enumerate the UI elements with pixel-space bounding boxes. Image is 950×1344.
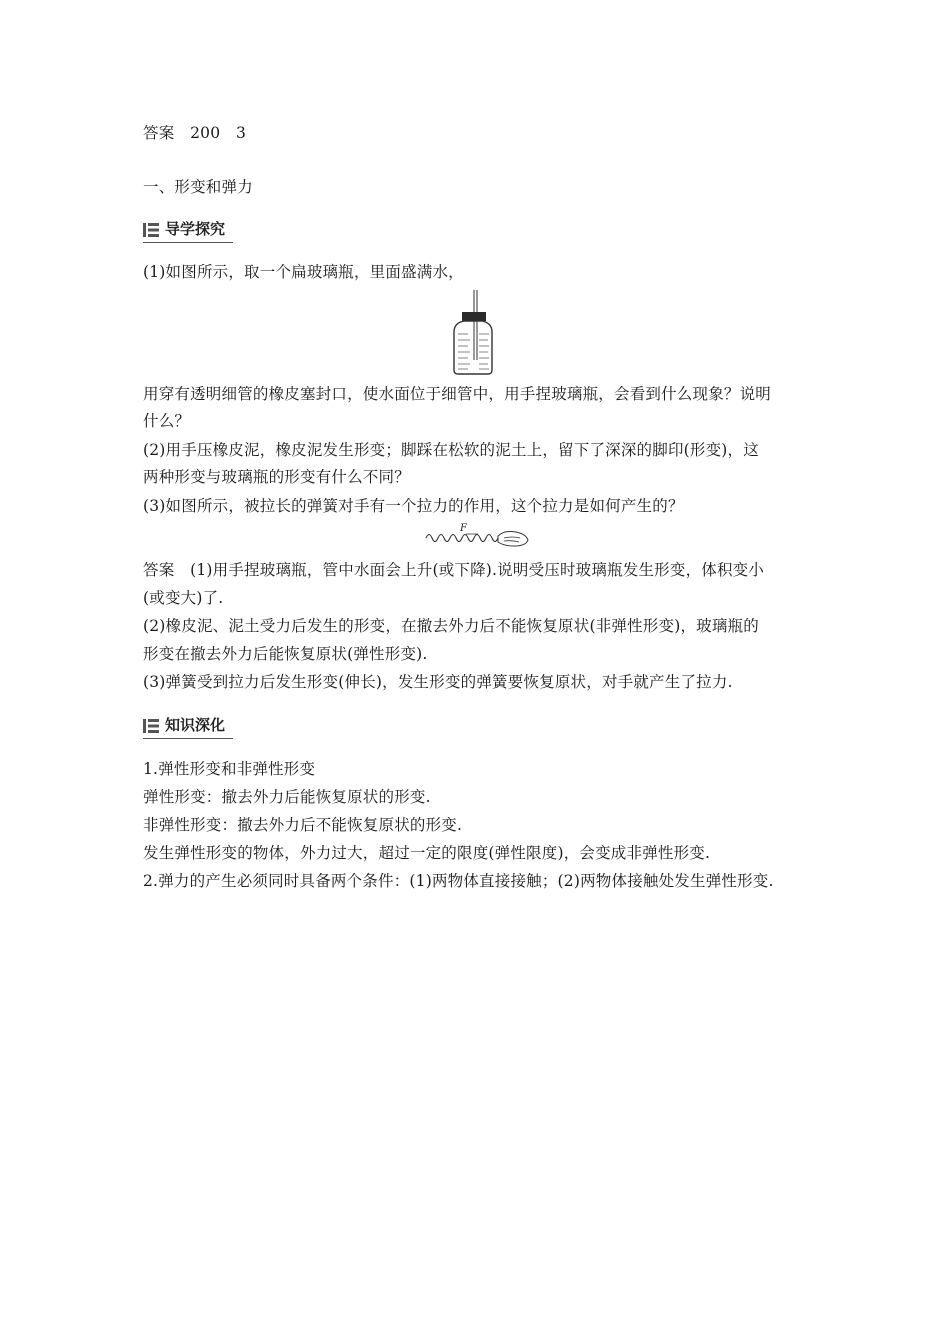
force-label-f: F: [460, 523, 467, 534]
heading-guided-inquiry: [143, 218, 233, 243]
answer-2-line-2: 形变在撤去外力后能恢复原状(弹性形变).: [143, 645, 428, 663]
answer-2-line-1: (2)橡皮泥、泥土受力后发生的形变，在撤去外力后不能恢复原状(非弹性形变)，玻璃瓶的: [143, 617, 759, 635]
spring-hand-figure: [424, 520, 534, 552]
heading-title: 导学探究: [165, 220, 226, 238]
answer-line-top: 答案 200 3: [143, 124, 247, 142]
section-heading-icon: [143, 223, 159, 237]
heading-knowledge-deepening: [143, 714, 233, 739]
question-3: (3)如图所示，被拉长的弹簧对手有一个拉力的作用，这个拉力是如何产生的？: [143, 497, 684, 515]
question-1: (1)如图所示，取一个扁玻璃瓶，里面盛满水，: [143, 263, 464, 281]
heading-title: 知识深化: [165, 716, 226, 734]
section-heading-icon: [143, 719, 159, 733]
question-2-line-1: (2)用手压橡皮泥，橡皮泥发生形变；脚踩在松软的泥土上，留下了深深的脚印(形变)，这: [143, 441, 759, 459]
question-1-continued-2: 什么？: [143, 412, 191, 430]
knowledge-elastic-definition: 弹性形变：撤去外力后能恢复原状的形变.: [143, 788, 431, 806]
answer-3: (3)弹簧受到拉力后发生形变(伸长)，发生形变的弹簧要恢复原状，对手就产生了拉力.: [143, 673, 733, 691]
knowledge-elastic-limit: 发生弹性形变的物体，外力过大，超过一定的限度(弹性限度)，会变成非弹性形变.: [143, 844, 711, 862]
knowledge-inelastic-definition: 非弹性形变：撤去外力后不能恢复原状的形变.: [143, 816, 463, 834]
section-title: 一、形变和弹力: [143, 178, 253, 196]
answer-1-line-2: (或变大)了.: [143, 589, 224, 607]
question-2-line-2: 两种形变与玻璃瓶的形变有什么不同？: [143, 468, 410, 486]
question-1-continued-1: 用穿有透明细管的橡皮塞封口，使水面位于细管中，用手捏玻璃瓶，会看到什么现象？说明: [143, 385, 772, 403]
answer-1-line-1: 答案 (1)用手捏玻璃瓶，管中水面会上升(或下降).说明受压时玻璃瓶发生形变，体积变小: [143, 561, 765, 579]
knowledge-item-2: 2.弹力的产生必须同时具备两个条件：(1)两物体直接接触；(2)两物体接触处发生弹性形变.: [143, 872, 774, 890]
glass-bottle-figure: [448, 290, 498, 376]
knowledge-item-1: 1.弹性形变和非弹性形变: [143, 760, 316, 778]
